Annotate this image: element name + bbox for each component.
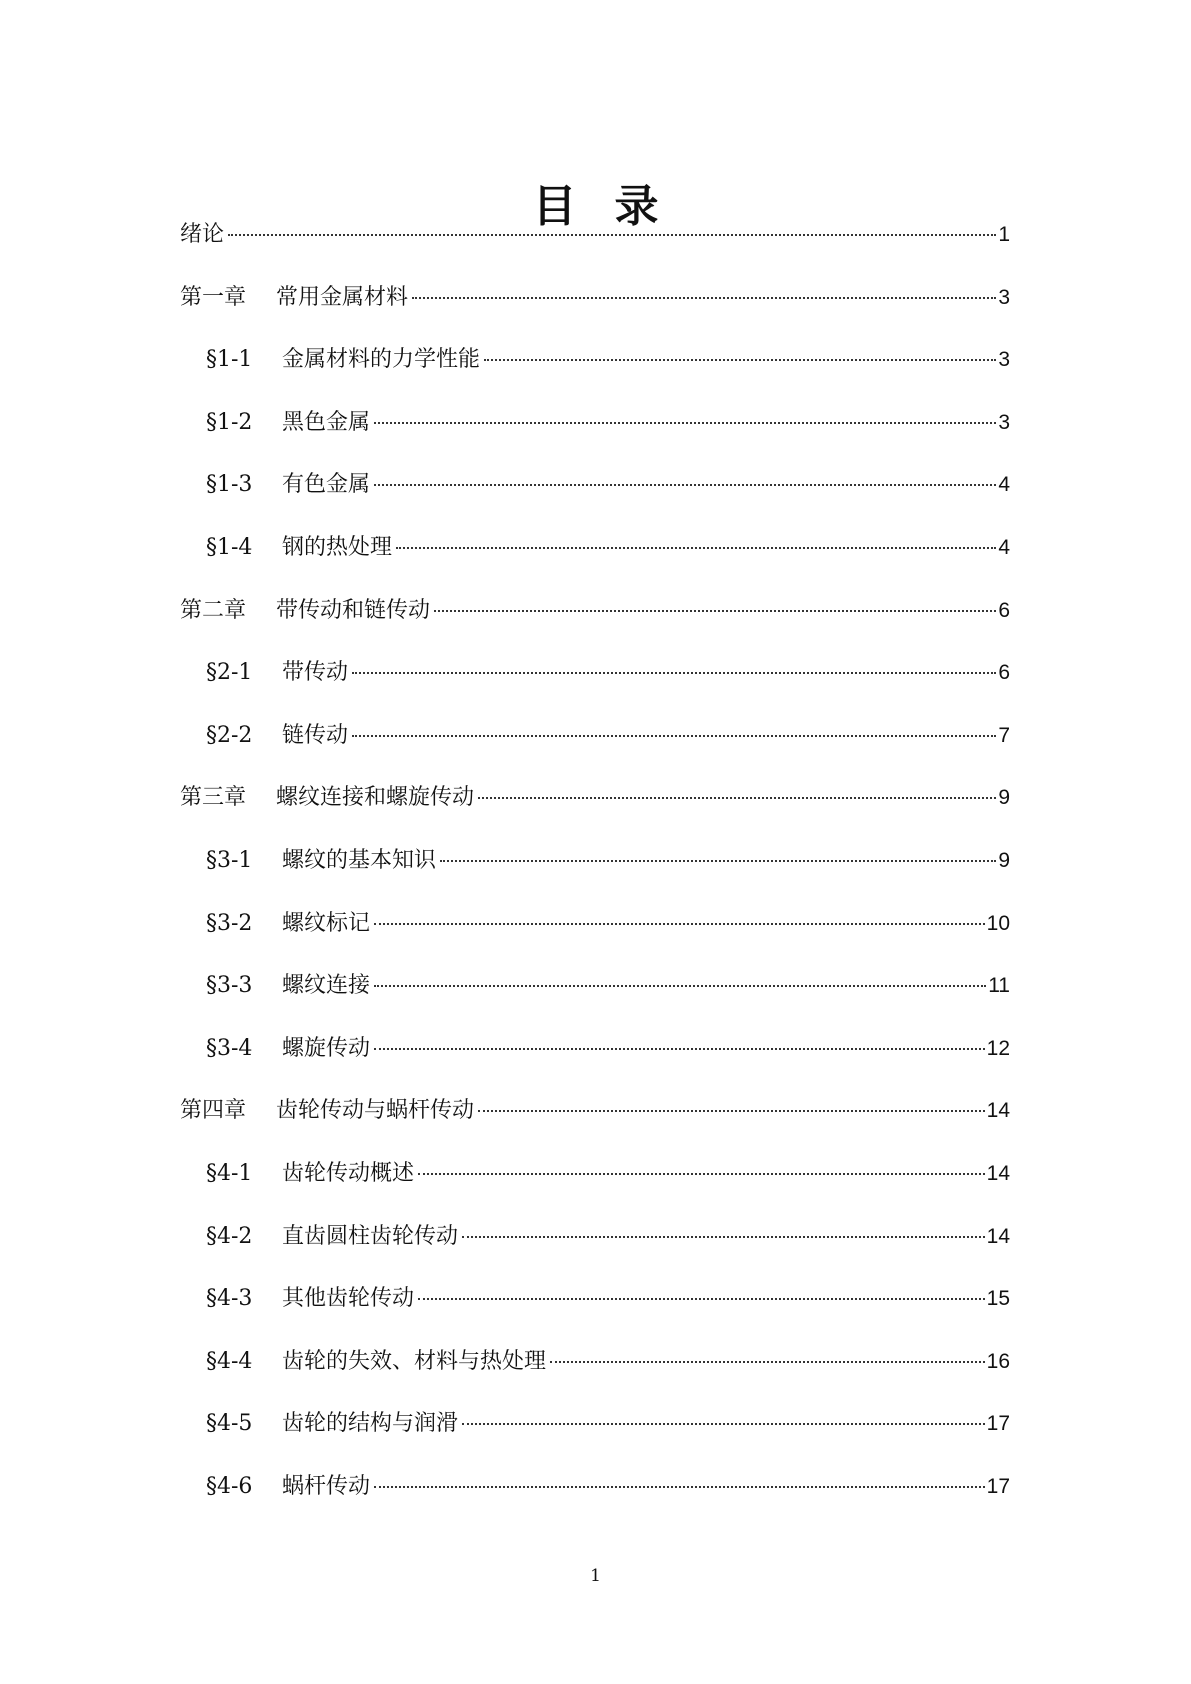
toc-entry[interactable] <box>180 1409 1010 1472</box>
dot-leader <box>550 1361 985 1363</box>
toc-entry-page: 17 <box>986 1474 1010 1498</box>
toc-entry-page: 4 <box>998 535 1010 559</box>
dot-leader <box>396 547 996 549</box>
toc-entry[interactable] <box>180 721 1010 784</box>
toc-entry-title: 其他齿轮传动 <box>282 1286 415 1312</box>
toc-entry-number: 第四章 <box>180 1098 247 1124</box>
toc-entry[interactable] <box>180 533 1010 596</box>
toc-entry[interactable] <box>180 1159 1010 1222</box>
toc-entry-title: 齿轮传动概述 <box>282 1160 415 1186</box>
dot-leader <box>478 797 996 799</box>
toc-entry-title: 螺纹的基本知识 <box>282 847 437 873</box>
page-number: 1 <box>590 1566 601 1586</box>
toc-entry-page: 6 <box>998 661 1010 685</box>
toc-entry-title: 带传动 <box>282 660 349 686</box>
toc-entry[interactable] <box>180 1472 1010 1535</box>
toc-entry-title: 黑色金属 <box>282 409 371 435</box>
toc-entry[interactable] <box>180 971 1010 1034</box>
toc-entry-number: §3-3 <box>206 973 253 999</box>
toc-entry-number: §4-2 <box>206 1223 253 1249</box>
dot-leader <box>374 1048 985 1050</box>
toc-entry-title: 齿轮传动与蜗杆传动 <box>276 1098 475 1124</box>
toc-entry[interactable] <box>180 1096 1010 1159</box>
toc-entry-title: 带传动和链传动 <box>276 597 431 623</box>
toc-entry-title: 常用金属材料 <box>276 284 409 310</box>
toc-entry-title: 螺纹标记 <box>282 910 371 936</box>
dot-leader <box>418 1298 985 1300</box>
toc-entry-number: §1-1 <box>206 347 253 373</box>
dot-leader <box>478 1110 985 1112</box>
toc-entry-page: 3 <box>998 285 1010 309</box>
toc-entry-page: 7 <box>998 723 1010 747</box>
toc-entry-number: 第二章 <box>180 597 247 623</box>
toc-entry-title: 金属材料的力学性能 <box>282 347 481 373</box>
toc-entry-page: 3 <box>998 410 1010 434</box>
toc-entry[interactable] <box>180 658 1010 721</box>
dot-leader <box>352 735 996 737</box>
toc-entry-page: 14 <box>986 1099 1010 1123</box>
toc-entry-title: 直齿圆柱齿轮传动 <box>282 1223 459 1249</box>
toc-entry-number: §3-4 <box>206 1035 253 1061</box>
toc-entry-number: §4-1 <box>206 1160 253 1186</box>
toc-entry-page: 14 <box>986 1224 1010 1248</box>
toc-entry[interactable] <box>180 1034 1010 1097</box>
toc-entry[interactable] <box>180 470 1010 533</box>
dot-leader <box>412 297 996 299</box>
toc-entry-title: 蜗杆传动 <box>282 1473 371 1499</box>
dot-leader <box>352 672 996 674</box>
toc-entry-number: §4-6 <box>206 1473 253 1499</box>
dot-leader <box>440 860 996 862</box>
toc-entry[interactable] <box>180 909 1010 972</box>
toc-entry-page: 11 <box>988 974 1010 998</box>
toc-entry[interactable] <box>180 345 1010 408</box>
toc-entry-page: 6 <box>998 598 1010 622</box>
toc-entry-page: 15 <box>986 1287 1010 1311</box>
toc-entry[interactable] <box>180 783 1010 846</box>
toc-entry-number: §3-2 <box>206 910 253 936</box>
toc-entry-page: 1 <box>998 223 1010 246</box>
toc-entry[interactable] <box>180 408 1010 471</box>
toc-entry-title: 螺纹连接和螺旋传动 <box>276 785 475 811</box>
toc-entry-number: 第三章 <box>180 785 247 811</box>
toc-entry[interactable] <box>180 1284 1010 1347</box>
toc-entry-page: 14 <box>986 1161 1010 1185</box>
toc-entry-number: §1-2 <box>206 409 253 435</box>
dot-leader <box>374 985 986 987</box>
toc-entry-number: §1-4 <box>206 534 253 560</box>
dot-leader <box>374 484 996 486</box>
toc-entry-number: §2-1 <box>206 660 253 686</box>
toc-entry-number: §2-2 <box>206 722 253 748</box>
toc-entry-title: 齿轮的失效、材料与热处理 <box>282 1348 547 1374</box>
toc-entry-page: 12 <box>986 1036 1010 1060</box>
toc-entry[interactable] <box>180 846 1010 909</box>
toc-entry-title: 链传动 <box>282 722 349 748</box>
toc-entry-page: 17 <box>986 1412 1010 1436</box>
toc-entry[interactable] <box>180 220 1010 283</box>
toc-entry-page: 4 <box>998 473 1010 497</box>
toc-entry-page: 9 <box>998 848 1010 872</box>
toc-entry[interactable] <box>180 1222 1010 1285</box>
toc-entry[interactable] <box>180 1347 1010 1410</box>
dot-leader <box>374 422 996 424</box>
toc-entry[interactable] <box>180 596 1010 659</box>
dot-leader <box>434 610 996 612</box>
dot-leader <box>374 1486 985 1488</box>
table-of-contents <box>180 220 1010 1534</box>
dot-leader <box>484 359 996 361</box>
toc-entry-page: 9 <box>998 786 1010 810</box>
toc-entry-page: 16 <box>986 1349 1010 1373</box>
page-title: 目录 <box>532 181 697 233</box>
dot-leader <box>374 923 985 925</box>
toc-entry-number: §4-4 <box>206 1348 253 1374</box>
toc-entry-title: 有色金属 <box>282 472 371 498</box>
toc-entry-title: 螺纹连接 <box>282 973 371 999</box>
dot-leader <box>418 1173 985 1175</box>
dot-leader <box>462 1423 985 1425</box>
toc-entry-title: 螺旋传动 <box>282 1035 371 1061</box>
toc-entry-title: 绪论 <box>180 222 225 247</box>
toc-entry-page: 3 <box>998 348 1010 372</box>
toc-entry-number: §3-1 <box>206 847 253 873</box>
toc-entry-title: 钢的热处理 <box>282 534 393 560</box>
toc-entry-number: 第一章 <box>180 284 247 310</box>
toc-entry-title: 齿轮的结构与润滑 <box>282 1411 459 1437</box>
toc-entry-number: §1-3 <box>206 472 253 498</box>
dot-leader <box>228 234 996 236</box>
toc-entry-number: §4-3 <box>206 1286 253 1312</box>
toc-entry[interactable] <box>180 283 1010 346</box>
toc-entry-number: §4-5 <box>206 1411 253 1437</box>
dot-leader <box>462 1236 985 1238</box>
toc-entry-page: 10 <box>986 911 1010 935</box>
